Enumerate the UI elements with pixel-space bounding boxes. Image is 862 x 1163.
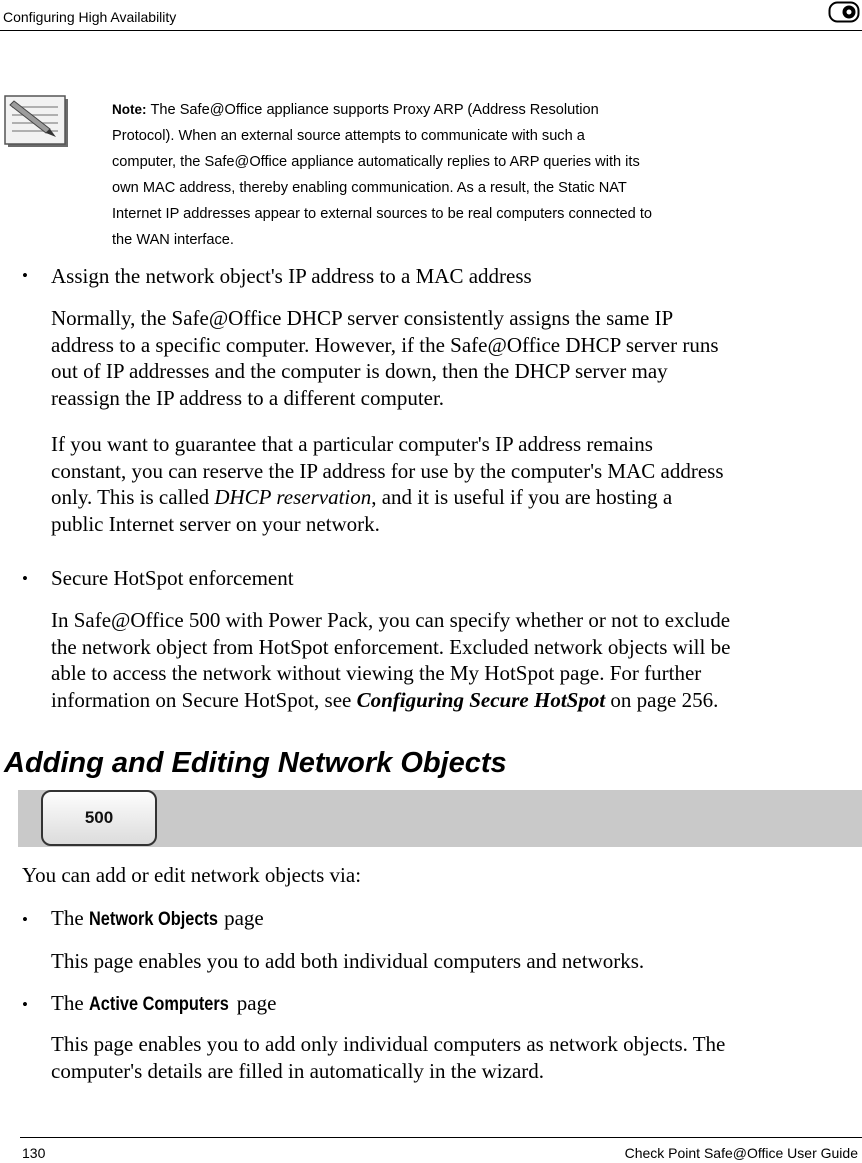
note-line: computer, the Safe@Office appliance automatically replies to ARP queries with its — [112, 154, 640, 170]
note-label: Note: — [112, 102, 147, 117]
bullet-icon: • — [22, 266, 28, 285]
paragraph: This page enables you to add both individual computers and networks. — [51, 949, 645, 973]
paragraph-line: the network object from HotSpot enforcement. Excluded network objects will be — [51, 634, 731, 659]
paragraph-line: In Safe@Office 500 with Power Pack, you can specify whether or not to exclude — [51, 608, 731, 632]
toggle-icon — [828, 0, 860, 24]
bullet-icon: • — [22, 995, 28, 1014]
paragraph-line: only. This is called DHCP reservation, and it is useful if you are hosting a — [51, 485, 673, 509]
section-intro: You can add or edit network objects via: — [22, 863, 362, 887]
model-badge: 500 — [41, 790, 157, 846]
footer-rule — [20, 1137, 862, 1138]
paragraph-line: computer's details are filled in automatically in the wizard. — [51, 1058, 545, 1083]
paragraph-line: If you want to guarantee that a particular computer's IP address remains — [51, 432, 653, 456]
header-rule — [0, 30, 862, 31]
term-dhcp-reservation: DHCP reservation — [214, 485, 372, 509]
note-text — [112, 97, 832, 253]
paragraph-line: able to access the network without viewing the My HotSpot page. For further — [51, 661, 702, 685]
paragraph-line: Normally, the Safe@Office DHCP server consistently assigns the same IP — [51, 306, 674, 330]
paragraph — [51, 1031, 725, 1084]
note-line: own MAC address, thereby enabling communication. As a result, the Static NAT — [112, 180, 627, 196]
note-line: the WAN interface. — [112, 232, 234, 248]
paragraph — [51, 607, 730, 713]
bullet-icon: • — [22, 910, 28, 929]
paragraph-line: This page enables you to add only individual computers as network objects. The — [51, 1032, 726, 1056]
bullet-title: The Network Objects page — [51, 905, 264, 933]
paragraph-line: out of IP addresses and the computer is down, then the DHCP server may — [51, 359, 668, 383]
bullet-icon: • — [22, 569, 28, 588]
note-line: The Safe@Office appliance supports Proxy ARP (Address Resolution — [150, 102, 599, 118]
term-active-computers: Active Computers — [88, 994, 229, 1015]
paragraph-line: address to a specific computer. However, if the Safe@Office DHCP server runs — [51, 332, 719, 357]
paragraph — [51, 431, 724, 537]
bullet-title: The Active Computers page — [51, 990, 276, 1018]
paragraph-line: constant, you can reserve the IP address for use by the computer's MAC address — [51, 458, 724, 483]
link-configuring-secure-hotspot[interactable]: Configuring Secure HotSpot — [356, 687, 606, 712]
note-line: Protocol). When an external source attempts to communicate with such a — [112, 128, 585, 144]
paragraph — [51, 305, 719, 411]
bullet-title: Assign the network object's IP address to a MAC address — [51, 264, 532, 288]
term-network-objects: Network Objects — [88, 909, 218, 930]
page-number: 130 — [22, 1145, 46, 1161]
note-line: Internet IP addresses appear to external sources to be real computers connected to — [112, 206, 653, 222]
bullet-title: Secure HotSpot enforcement — [51, 566, 294, 590]
notepad-pencil-icon — [2, 93, 72, 151]
guide-title: Check Point Safe@Office User Guide — [624, 1145, 858, 1161]
paragraph-line: public Internet server on your network. — [51, 511, 380, 536]
header-title: Configuring High Availability — [3, 9, 177, 25]
section-heading: Adding and Editing Network Objects — [4, 747, 507, 779]
paragraph-line: reassign the IP address to a different computer. — [51, 385, 445, 410]
paragraph-line: information on Secure HotSpot, see Configuring Secure HotSpot on page 256. — [51, 687, 719, 712]
